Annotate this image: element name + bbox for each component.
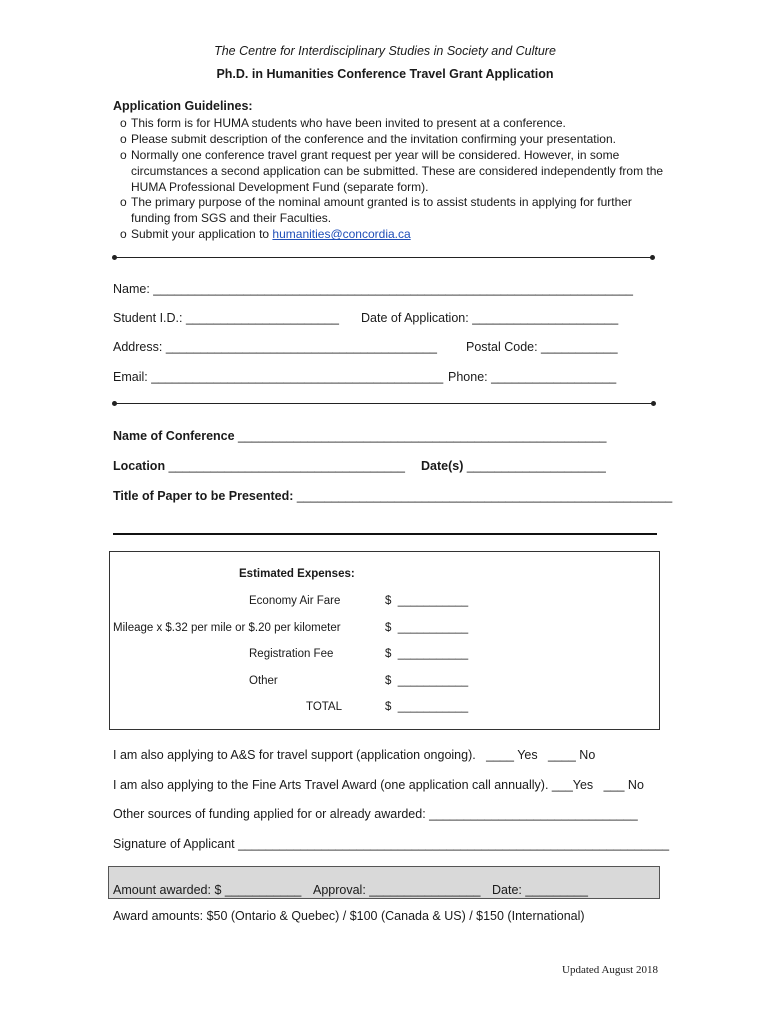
as-funding-question: I am also applying to A&S for travel support (application ongoing). ____ Yes ____ No <box>113 748 596 762</box>
name-field[interactable]: Name: _____________________________________________________________________ <box>113 282 633 296</box>
expense-amount-field[interactable]: $ ___________ <box>385 622 469 634</box>
email-link[interactable]: humanities@concordia.ca <box>272 227 411 242</box>
expense-label: Mileage x $.32 per mile or $.20 per kilometer <box>113 622 341 634</box>
guidelines-heading: Application Guidelines: <box>113 99 253 113</box>
expense-amount-field[interactable]: $ ___________ <box>385 648 469 660</box>
expense-label: TOTAL <box>306 701 342 713</box>
guideline-item: o Normally one conference travel grant request per year will be considered. However, in some circumstances a second application can be submitted. These are considered independently from the HUMA Professional Development Fund (separate form). <box>120 147 664 194</box>
divider-line <box>115 403 655 404</box>
expense-label: Economy Air Fare <box>249 595 341 607</box>
amount-awarded-field[interactable]: Amount awarded: $ ___________ <box>113 883 302 897</box>
updated-date: Updated August 2018 <box>562 964 658 976</box>
paper-title-line <box>113 533 657 535</box>
conference-dates-field[interactable]: Date(s) ____________________ <box>421 459 606 473</box>
conference-name-field[interactable]: Name of Conference _____________________________________________________ <box>113 429 607 443</box>
guideline-item: o This form is for HUMA students who have been invited to present at a conference. <box>120 115 566 130</box>
conference-location-field[interactable]: Location __________________________________ <box>113 459 405 473</box>
bullet-icon: o <box>120 195 127 210</box>
expense-label: Registration Fee <box>249 648 334 660</box>
institute-name: The Centre for Interdisciplinary Studies in Society and Culture <box>214 44 556 58</box>
signature-field[interactable]: Signature of Applicant ______________________________________________________________ <box>113 837 670 851</box>
paper-title-field[interactable]: Title of Paper to be Presented: ______________________________________________________ <box>113 489 673 503</box>
application-guidelines <box>113 99 671 243</box>
divider-line <box>115 257 654 258</box>
expense-amount-field[interactable]: $ ___________ <box>385 595 469 607</box>
address-field[interactable]: Address: _______________________________________ <box>113 340 437 354</box>
postal-code-field[interactable]: Postal Code: ___________ <box>466 340 618 354</box>
fine-arts-funding-question: I am also applying to the Fine Arts Travel Award (one application call annually). ___Yes ___ No <box>113 778 644 792</box>
expense-amount-field[interactable]: $ ___________ <box>385 675 469 687</box>
bullet-icon: o <box>120 115 127 130</box>
as-yes-option[interactable]: ____ Yes <box>486 748 538 762</box>
guideline-item: o The primary purpose of the nominal amount granted is to assist students in applying for further funding from SGS and their Faculties. <box>120 195 632 226</box>
application-date-field[interactable]: Date of Application: _____________________ <box>361 311 619 325</box>
phone-field[interactable]: Phone: __________________ <box>448 370 617 384</box>
award-date-field[interactable]: Date: _________ <box>492 883 588 897</box>
award-amounts-note: Award amounts: $50 (Ontario & Quebec) / $100 (Canada & US) / $150 (International) <box>113 909 585 923</box>
guideline-item: o Please submit description of the conference and the invitation confirming your presentation. <box>120 131 616 146</box>
approval-field[interactable]: Approval: ________________ <box>313 883 481 897</box>
student-id-field[interactable]: Student I.D.: ______________________ <box>113 311 339 325</box>
expenses-heading: Estimated Expenses: <box>239 568 355 580</box>
guideline-item: o Submit your application to humanities@concordia.ca <box>120 227 411 242</box>
other-funding-field[interactable]: Other sources of funding applied for or already awarded: ______________________________ <box>113 807 638 821</box>
divider-dot <box>651 401 656 406</box>
form-title: Ph.D. in Humanities Conference Travel Grant Application <box>216 67 554 81</box>
expense-label: Other <box>249 675 278 687</box>
bullet-icon: o <box>120 227 127 242</box>
expense-total-field[interactable]: $ ___________ <box>385 701 469 713</box>
bullet-icon: o <box>120 147 127 162</box>
email-field[interactable]: Email: __________________________________________ <box>113 370 444 384</box>
divider-dot <box>650 255 655 260</box>
bullet-icon: o <box>120 131 127 146</box>
fa-no-option[interactable]: ___ No <box>603 778 644 792</box>
as-no-option[interactable]: ____ No <box>548 748 596 762</box>
fa-yes-option[interactable]: ___Yes <box>551 778 594 792</box>
